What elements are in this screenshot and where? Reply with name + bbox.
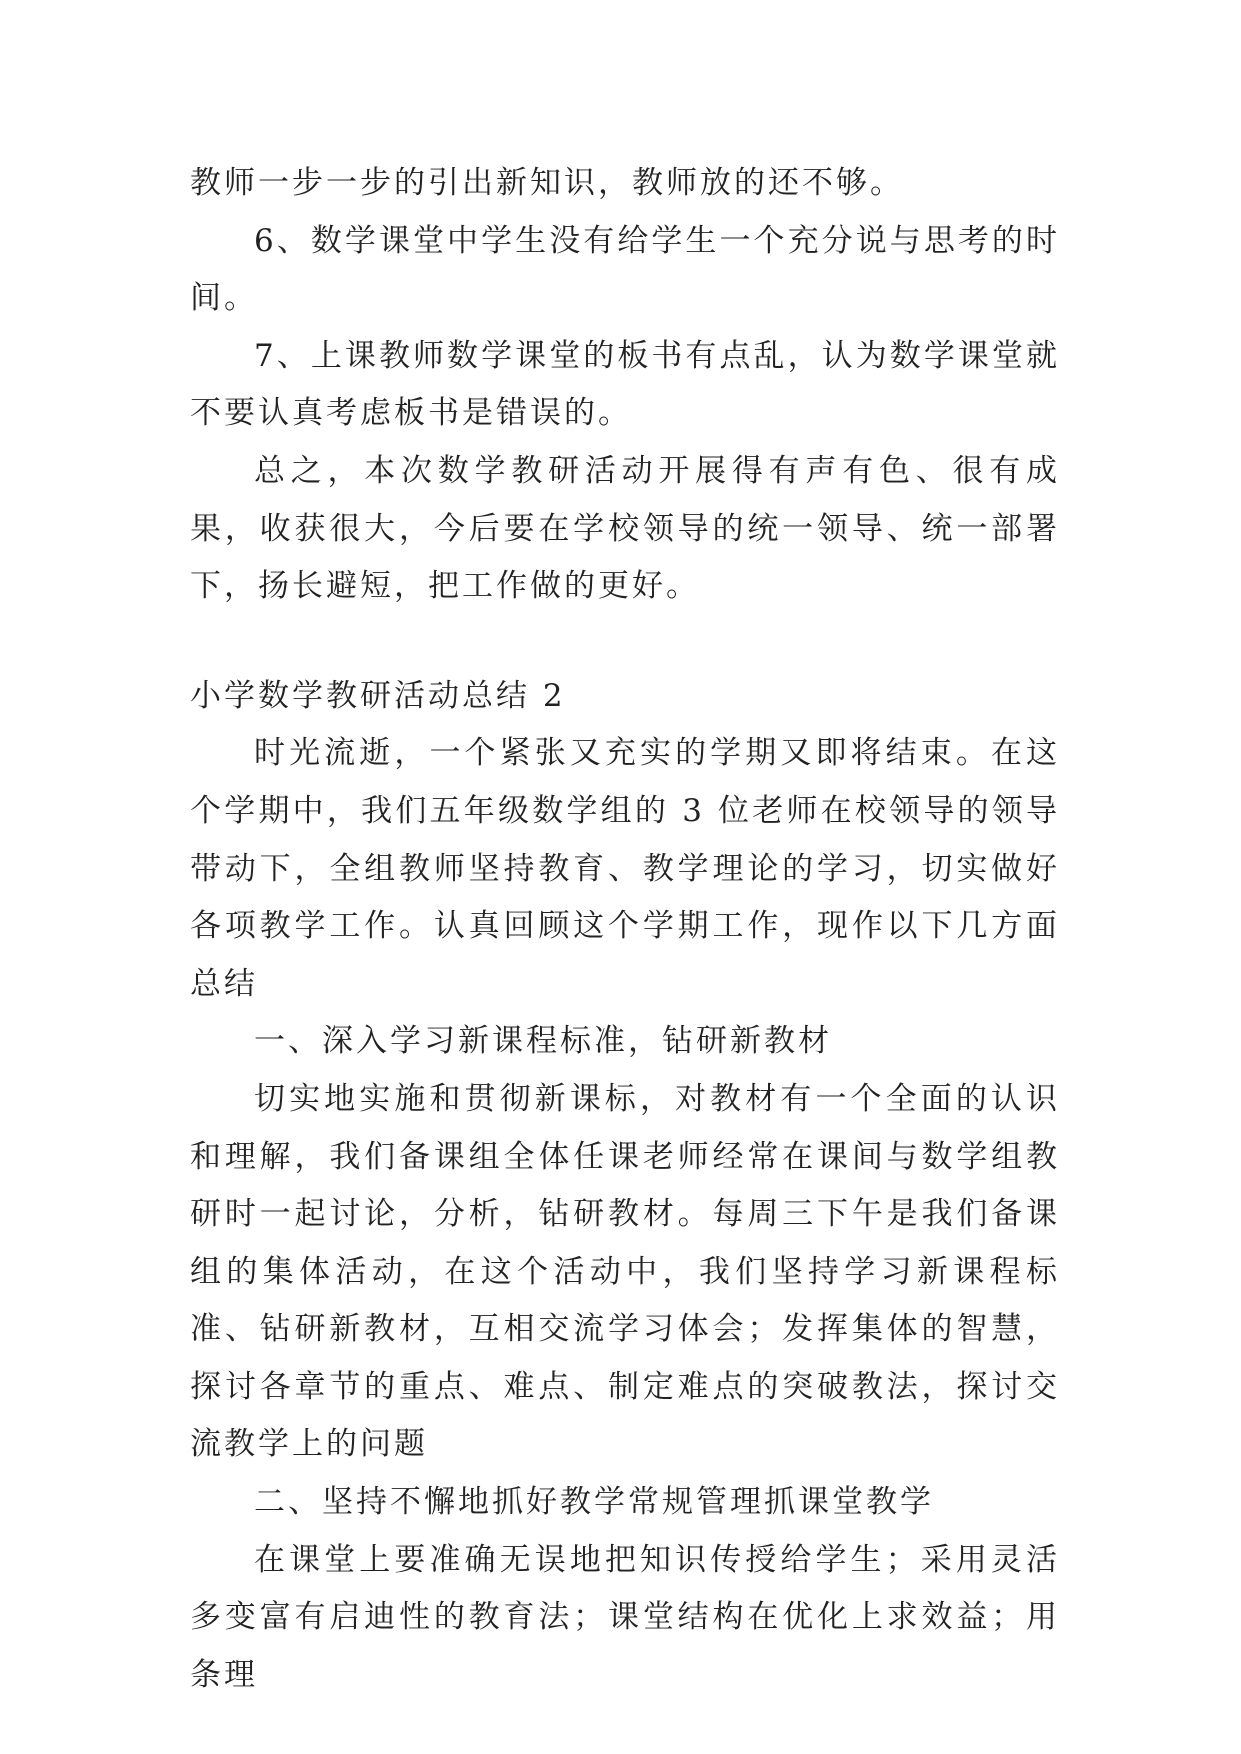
paragraph: 总之，本次数学教研活动开展得有声有色、很有成果，收获很大，今后要在学校领导的统一领导、统一部署下，扬长避短，把工作做的更好。 (190, 452, 1060, 605)
section-title: 小学数学教研活动总结 2 (190, 677, 566, 714)
paragraph: 7、上课教师数学课堂的板书有点乱，认为数学课堂就不要认真考虑板书是错误的。 (190, 337, 1060, 432)
subheading: 一、深入学习新课程标准，钻研新教材 (254, 1023, 832, 1060)
subheading: 二、坚持不懈地抓好教学常规管理抓课堂教学 (254, 1484, 934, 1521)
document-body (190, 155, 1060, 1704)
paragraph: 在课堂上要准确无误地把知识传授给学生；采用灵活多变富有启迪性的教育法；课堂结构在优化上求效益；用条理 (190, 1541, 1060, 1693)
paragraph: 教师一步一步的引出新知识，教师放的还不够。 (190, 165, 904, 201)
paragraph: 6、数学课堂中学生没有给学生一个充分说与思考的时间。 (190, 222, 1060, 317)
paragraph: 切实地实施和贯彻新课标，对教材有一个全面的认识和理解，我们备课组全体任课老师经常在课间与数学组教研时一起讨论，分析，钻研教材。每周三下午是我们备课组的集体活动，在这个活动中，我们坚持学习新课程标准、钻研新教材，互相交流学习体会；发挥集体的智慧，探讨各章节的重点、难点、制定难点的突破教法，探讨交流教学上的问题 (190, 1080, 1060, 1463)
paragraph: 时光流逝，一个紧张又充实的学期又即将结束。在这个学期中，我们五年级数学组的 3 位老师在校领导的领导带动下，全组教师坚持教育、教学理论的学习，切实做好各项教学工作。认真回顾这个学期工作，现作以下几方面总结 (190, 735, 1060, 1002)
